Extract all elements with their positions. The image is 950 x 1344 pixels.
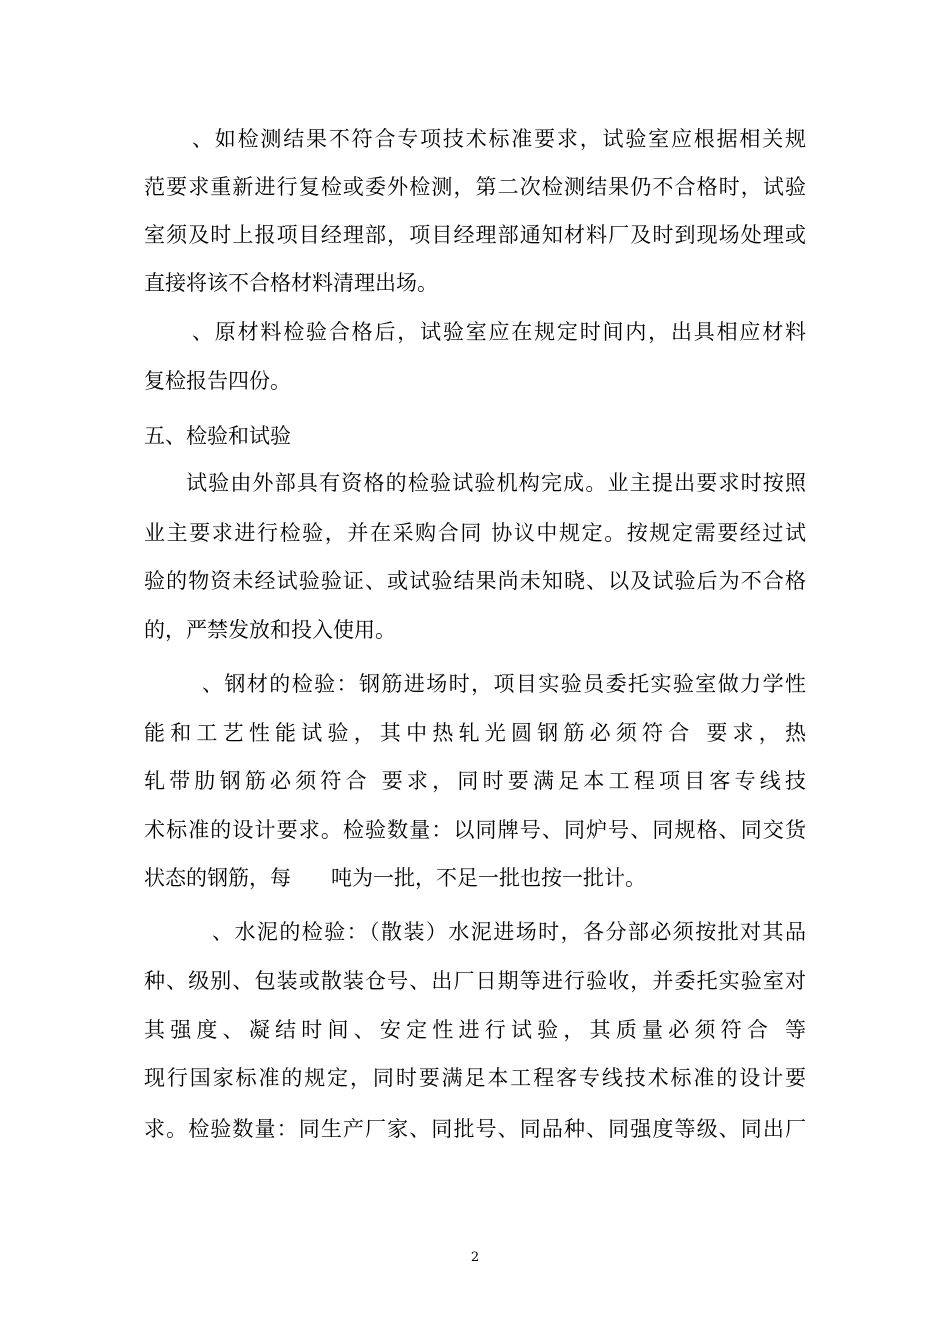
body-line-16: 状态的钢筋，每 吨为一批，不足一批也按一批计。 — [144, 866, 647, 890]
body-line-6: 复检报告四份。 — [144, 369, 291, 393]
body-line-13: 能和工艺性能试验，其中热轧光圆钢筋必须符合 要求，热 — [144, 721, 806, 745]
body-line-10: 验的物资未经试验验证、或试验结果尚未知晓、以及试验后为不合格 — [144, 569, 806, 593]
body-line-3: 室须及时上报项目经理部，项目经理部通知材料厂及时到现场处理或 — [144, 223, 806, 247]
body-line-12: 、钢材的检验：钢筋进场时，项目实验员委托实验室做力学性 — [202, 672, 806, 696]
body-line-5: 、原材料检验合格后，试验室应在规定时间内，出具相应材料 — [192, 320, 806, 344]
body-line-19: 其强度、凝结时间、安定性进行试验，其质量必须符合 等 — [144, 1018, 806, 1042]
section-heading: 五、检验和试验 — [144, 424, 291, 448]
body-line-1: 、如检测结果不符合专项技术标准要求，试验室应根据相关规 — [192, 127, 806, 151]
body-line-15: 术标准的设计要求。检验数量：以同牌号、同炉号、同规格、同交货 — [144, 818, 806, 842]
body-line-21: 求。检验数量：同生产厂家、同批号、同品种、同强度等级、同出厂 — [144, 1117, 806, 1141]
body-line-2: 范要求重新进行复检或委外检测，第二次检测结果仍不合格时，试验 — [144, 175, 806, 199]
body-line-20: 现行国家标准的规定，同时要满足本工程客专线技术标准的设计要 — [144, 1066, 806, 1090]
body-line-8: 试验由外部具有资格的检验试验机构完成。业主提出要求时按照 — [186, 471, 806, 495]
page-number: 2 — [470, 1250, 480, 1265]
body-line-18: 种、级别、包装或散装仓号、出厂日期等进行验收，并委托实验室对 — [144, 969, 806, 993]
body-line-11: 的，严禁发放和投入使用。 — [144, 618, 396, 642]
body-line-4: 直接将该不合格材料清理出场。 — [144, 271, 438, 295]
body-line-9: 业主要求进行检验，并在采购合同 协议中规定。按规定需要经过试 — [144, 521, 806, 545]
body-line-14: 轧带肋钢筋必须符合 要求，同时要满足本工程项目客专线技 — [144, 769, 806, 793]
body-line-17: 、水泥的检验：（散装）水泥进场时，各分部必须按批对其品 — [212, 920, 806, 944]
